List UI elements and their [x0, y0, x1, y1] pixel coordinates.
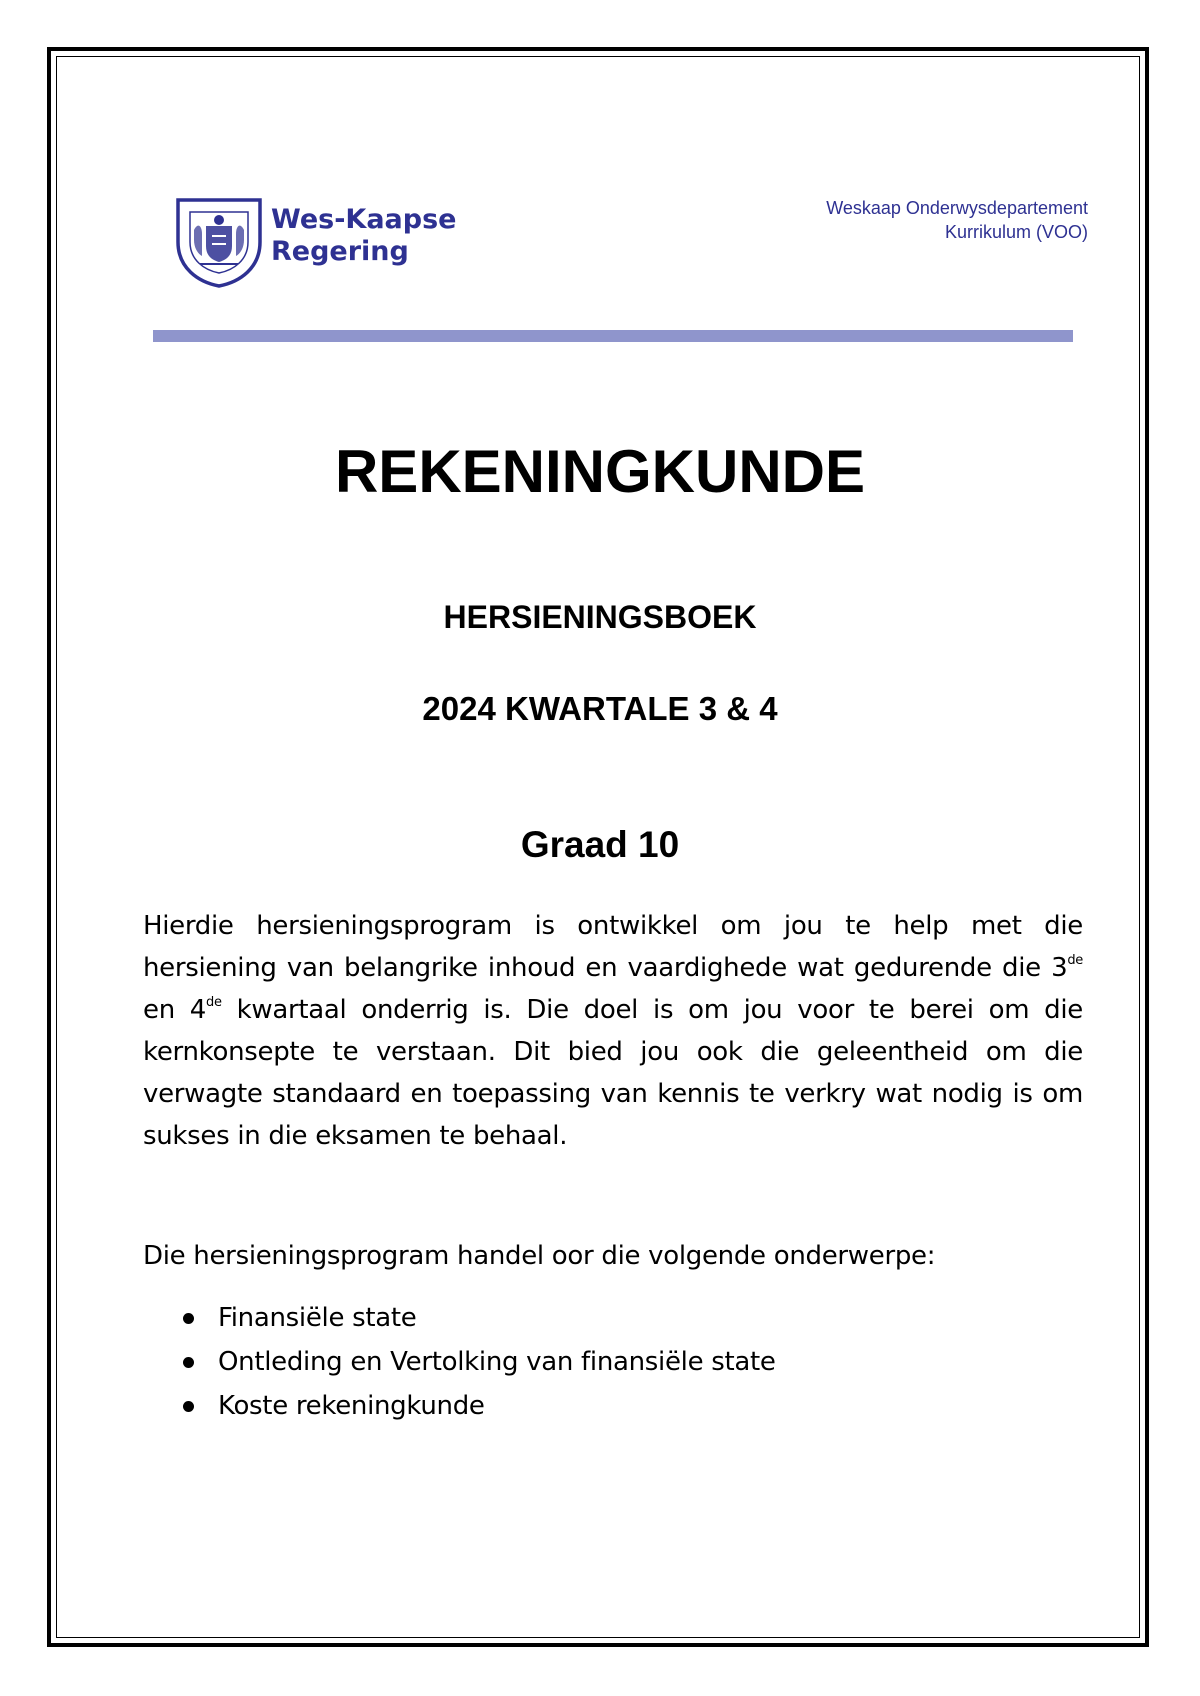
header-divider — [153, 330, 1073, 342]
topics-list — [143, 1297, 776, 1429]
superscript-de-1: de — [1067, 953, 1083, 968]
topic-label: Finansiële state — [218, 1303, 417, 1333]
grade-heading: Graad 10 — [520, 824, 680, 865]
intro-paragraph — [143, 905, 1083, 1157]
intro-text-3: kwartaal onderrig is. Die doel is om jou voor te berei om die kernkonsepte te verstaan. Dit bied jou ook die geleentheid om die verwagte standaard en toepassing van kennis te verkry wat nodig is om sukses in die eksamen te behaal. — [143, 995, 1083, 1151]
department-label — [826, 196, 1088, 244]
coat-of-arms-icon — [174, 196, 264, 288]
logo-text-line1: Wes-Kaapse — [271, 204, 457, 235]
topics-intro: Die hersieningsprogram handel oor die volgende onderwerpe: — [143, 1241, 936, 1271]
list-item — [143, 1341, 776, 1385]
list-item — [143, 1297, 776, 1341]
government-logo — [174, 196, 474, 288]
topic-label: Ontleding en Vertolking van finansiële state — [218, 1347, 776, 1377]
logo-text-line2: Regering — [271, 236, 409, 267]
subject-title: REKENINGKUNDE — [334, 438, 866, 505]
document-type: HERSIENINGSBOEK — [443, 599, 757, 635]
curriculum-name: Kurrikulum (VOO) — [944, 222, 1088, 242]
intro-text-2: en 4 — [143, 995, 207, 1025]
intro-text-1: Hierdie hersieningsprogram is ontwikkel om jou te help met die hersiening van belangrike inhoud en vaardighede wat gedurende die 3 — [143, 911, 1083, 983]
logo-wordmark — [271, 204, 456, 268]
topic-label: Koste rekeningkunde — [218, 1391, 485, 1421]
superscript-de-2: de — [206, 995, 222, 1010]
list-item — [143, 1385, 776, 1429]
period-heading: 2024 KWARTALE 3 & 4 — [422, 690, 778, 727]
department-name: Weskaap Onderwysdepartement — [826, 198, 1088, 218]
bullet-icon — [183, 1357, 194, 1368]
bullet-icon — [183, 1313, 194, 1324]
bullet-icon — [183, 1401, 194, 1412]
